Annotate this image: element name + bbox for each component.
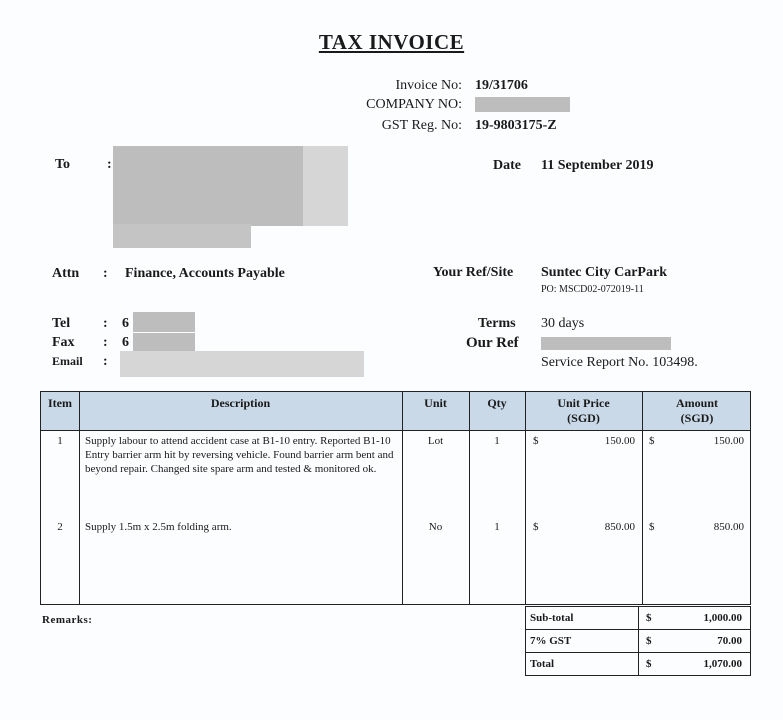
tel-label: Tel (52, 316, 71, 331)
our-ref-label: Our Ref (466, 335, 519, 351)
row-2-qty: 1 (494, 521, 500, 533)
total-value: 1,070.00 (703, 658, 742, 670)
row-2-unit-price: 850.00 (604, 521, 635, 533)
row-1-price-currency: $ (533, 435, 539, 447)
attn-colon: : (103, 266, 108, 281)
remarks-label: Remarks: (42, 614, 93, 626)
row-2-amount-currency: $ (649, 521, 655, 533)
tel-colon: : (103, 316, 108, 331)
totals-box (525, 606, 751, 676)
gst-value: 70.00 (717, 635, 742, 647)
your-ref-label: Your Ref/Site (433, 265, 514, 280)
gst-row (526, 630, 750, 653)
company-no-label: COMPANY NO: (366, 97, 462, 112)
header-description: Description (210, 396, 271, 410)
redacted-company-no (475, 97, 570, 112)
gst-reg-value: 19-9803175-Z (475, 118, 557, 133)
header-unit-price: Unit Price (SGD) (557, 396, 610, 425)
row-2-price-currency: $ (533, 521, 539, 533)
total-label: Total (530, 658, 555, 670)
header-amount: Amount (SGD) (675, 396, 718, 425)
gst-reg-label: GST Reg. No: (381, 118, 462, 133)
email-label: Email (52, 354, 83, 368)
total-currency: $ (646, 658, 652, 670)
email-colon: : (103, 354, 108, 369)
header-item: Item (48, 396, 72, 410)
fax-value: 6 (122, 335, 129, 350)
invoice-no-label: Invoice No: (395, 78, 462, 93)
row-1-unit: Lot (427, 435, 444, 447)
redacted-recipient-address (113, 146, 348, 248)
subtotal-value: 1,000.00 (703, 612, 742, 624)
redacted-tel (133, 312, 195, 332)
fax-label: Fax (52, 335, 75, 350)
terms-value: 30 days (541, 316, 585, 331)
header-unit: Unit (424, 396, 447, 410)
terms-label: Terms (478, 316, 516, 331)
attn-label: Attn (52, 266, 80, 281)
row-1-amount: 150.00 (713, 435, 744, 447)
total-row (526, 653, 750, 675)
redacted-our-ref (541, 337, 671, 350)
invoice-items-table (40, 391, 751, 605)
row-1-qty: 1 (494, 435, 500, 447)
subtotal-currency: $ (646, 612, 652, 624)
fax-colon: : (103, 335, 108, 350)
attn-value: Finance, Accounts Payable (125, 266, 285, 281)
date-value: 11 September 2019 (541, 158, 654, 173)
gst-label: 7% GST (530, 635, 572, 647)
invoice-title: TAX INVOICE (318, 30, 465, 54)
row-1-item: 1 (57, 435, 63, 447)
invoice-no-value: 19/31706 (475, 78, 528, 93)
redacted-fax (133, 333, 195, 351)
subtotal-label: Sub-total (530, 612, 574, 624)
row-2-unit: No (428, 521, 443, 533)
row-2-amount: 850.00 (713, 521, 744, 533)
row-1-unit-price: 150.00 (604, 435, 635, 447)
redacted-email (120, 351, 364, 377)
row-1-description: Supply labour to attend accident case at B1-10 entry. Reported B1-10 Entry barrier arm hit by reversing vehicle. Found barrier arm bent and beyond repair. Changed site spare arm and tested & monitored ok. (85, 435, 394, 475)
tel-value: 6 (122, 316, 129, 331)
your-ref-value: Suntec City CarPark (541, 265, 667, 280)
header-qty: Qty (487, 396, 507, 410)
row-2-description: Supply 1.5m x 2.5m folding arm. (85, 521, 232, 533)
row-1-amount-currency: $ (649, 435, 655, 447)
date-label: Date (493, 158, 521, 173)
subtotal-row (526, 607, 750, 630)
service-report-no: Service Report No. 103498. (541, 355, 698, 370)
gst-currency: $ (646, 635, 652, 647)
row-2-item: 2 (57, 521, 63, 533)
to-colon: : (107, 157, 112, 172)
po-number: PO: MSCD02-072019-11 (541, 284, 644, 295)
to-label: To (55, 157, 71, 172)
